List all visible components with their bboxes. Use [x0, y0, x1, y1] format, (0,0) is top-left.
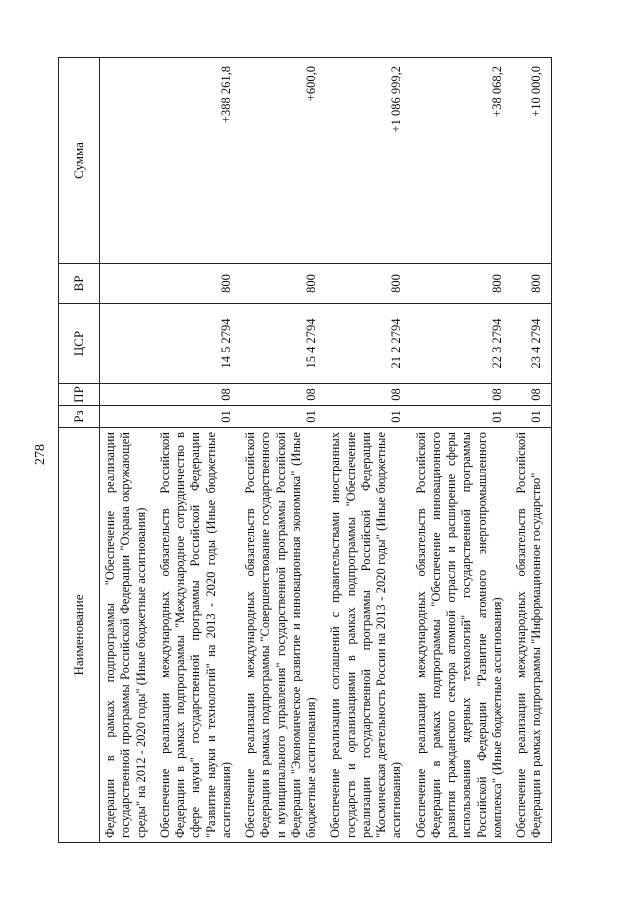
- row-vr: 800: [155, 264, 240, 304]
- row-sum: +388 261,8: [155, 58, 240, 264]
- row-sum: +600,0: [240, 58, 325, 264]
- budget-table: [58, 57, 552, 843]
- row-rz: 01: [411, 406, 512, 428]
- row-csr: [100, 304, 155, 384]
- table-row: [100, 58, 155, 843]
- row-name: Обеспечение реализации соглашений с правительствами иностранных государств и организациями в рамках подпрограммы "Обеспечение реализации государственной программы Российской Федерации "Космическая деятельность России на 2013 - 2020 годы" (Иные бюджетные ассигнования): [325, 428, 410, 843]
- header-name: Наименование: [59, 428, 100, 843]
- row-vr: 800: [411, 264, 512, 304]
- row-vr: 800: [511, 264, 551, 304]
- row-name: Обеспечение реализации международных обязательств Российской Федерации в рамках подпрограммы "Обеспечение инновационного развития гражданского сектора атомной отрасли и расширение сферы использования ядерных технологий" государственной программы Российской Федерации "Развитие атомного энергопромышленного комплекса" (Иные бюджетные ассигнования): [411, 428, 512, 843]
- row-name: Обеспечение реализации международных обязательств Российской Федерации в рамках подпрограммы "Информационное государство": [511, 428, 551, 843]
- row-rz: 01: [325, 406, 410, 428]
- table-row: [240, 58, 325, 843]
- row-csr: 22 3 2794: [411, 304, 512, 384]
- row-sum: [100, 58, 155, 264]
- row-pr: 08: [155, 384, 240, 406]
- table-row: [325, 58, 410, 843]
- row-sum: +10 000,0: [511, 58, 551, 264]
- row-rz: 01: [511, 406, 551, 428]
- table-row: [511, 58, 551, 843]
- row-csr: 21 2 2794: [325, 304, 410, 384]
- table-row: [411, 58, 512, 843]
- row-name: Обеспечение реализации международных обязательств Российской Федерации в рамках подпрограммы "Совершенствование государственного и муниципального управления" государственной программы Российской Федерации "Экономическое развитие и инновационная экономика" (Иные бюджетные ассигнования): [240, 428, 325, 843]
- header-csr: ЦСР: [59, 304, 100, 384]
- row-pr: 08: [511, 384, 551, 406]
- header-rz: Рз: [59, 406, 100, 428]
- header-vr: ВР: [59, 264, 100, 304]
- row-csr: 14 5 2794: [155, 304, 240, 384]
- header-pr: ПР: [59, 384, 100, 406]
- row-name: Федерации в рамках подпрограммы "Обеспечение реализации государственной программы Российской Федерации "Охрана окружающей среды" на 2012 - 2020 годы" (Иные бюджетные ассигнования): [100, 428, 155, 843]
- table-row: [155, 58, 240, 843]
- row-vr: [100, 264, 155, 304]
- row-pr: [100, 384, 155, 406]
- row-csr: 23 4 2794: [511, 304, 551, 384]
- row-sum: +1 086 999,2: [325, 58, 410, 264]
- row-vr: 800: [325, 264, 410, 304]
- page-number: 278: [33, 444, 48, 465]
- row-pr: 08: [411, 384, 512, 406]
- row-name: Обеспечение реализации международных обязательств Российской Федерации в рамках подпрограммы "Международное сотрудничество в сфере науки" государственной программы Российской Федерации "Развитие науки и технологий" на 2013 - 2020 годы (Иные бюджетные ассигнования): [155, 428, 240, 843]
- row-rz: 01: [240, 406, 325, 428]
- table-header-row: [59, 58, 100, 843]
- row-rz: [100, 406, 155, 428]
- row-rz: 01: [155, 406, 240, 428]
- row-sum: +38 068,2: [411, 58, 512, 264]
- row-vr: 800: [240, 264, 325, 304]
- row-csr: 15 4 2794: [240, 304, 325, 384]
- row-pr: 08: [325, 384, 410, 406]
- row-pr: 08: [240, 384, 325, 406]
- header-sum: Сумма: [59, 58, 100, 264]
